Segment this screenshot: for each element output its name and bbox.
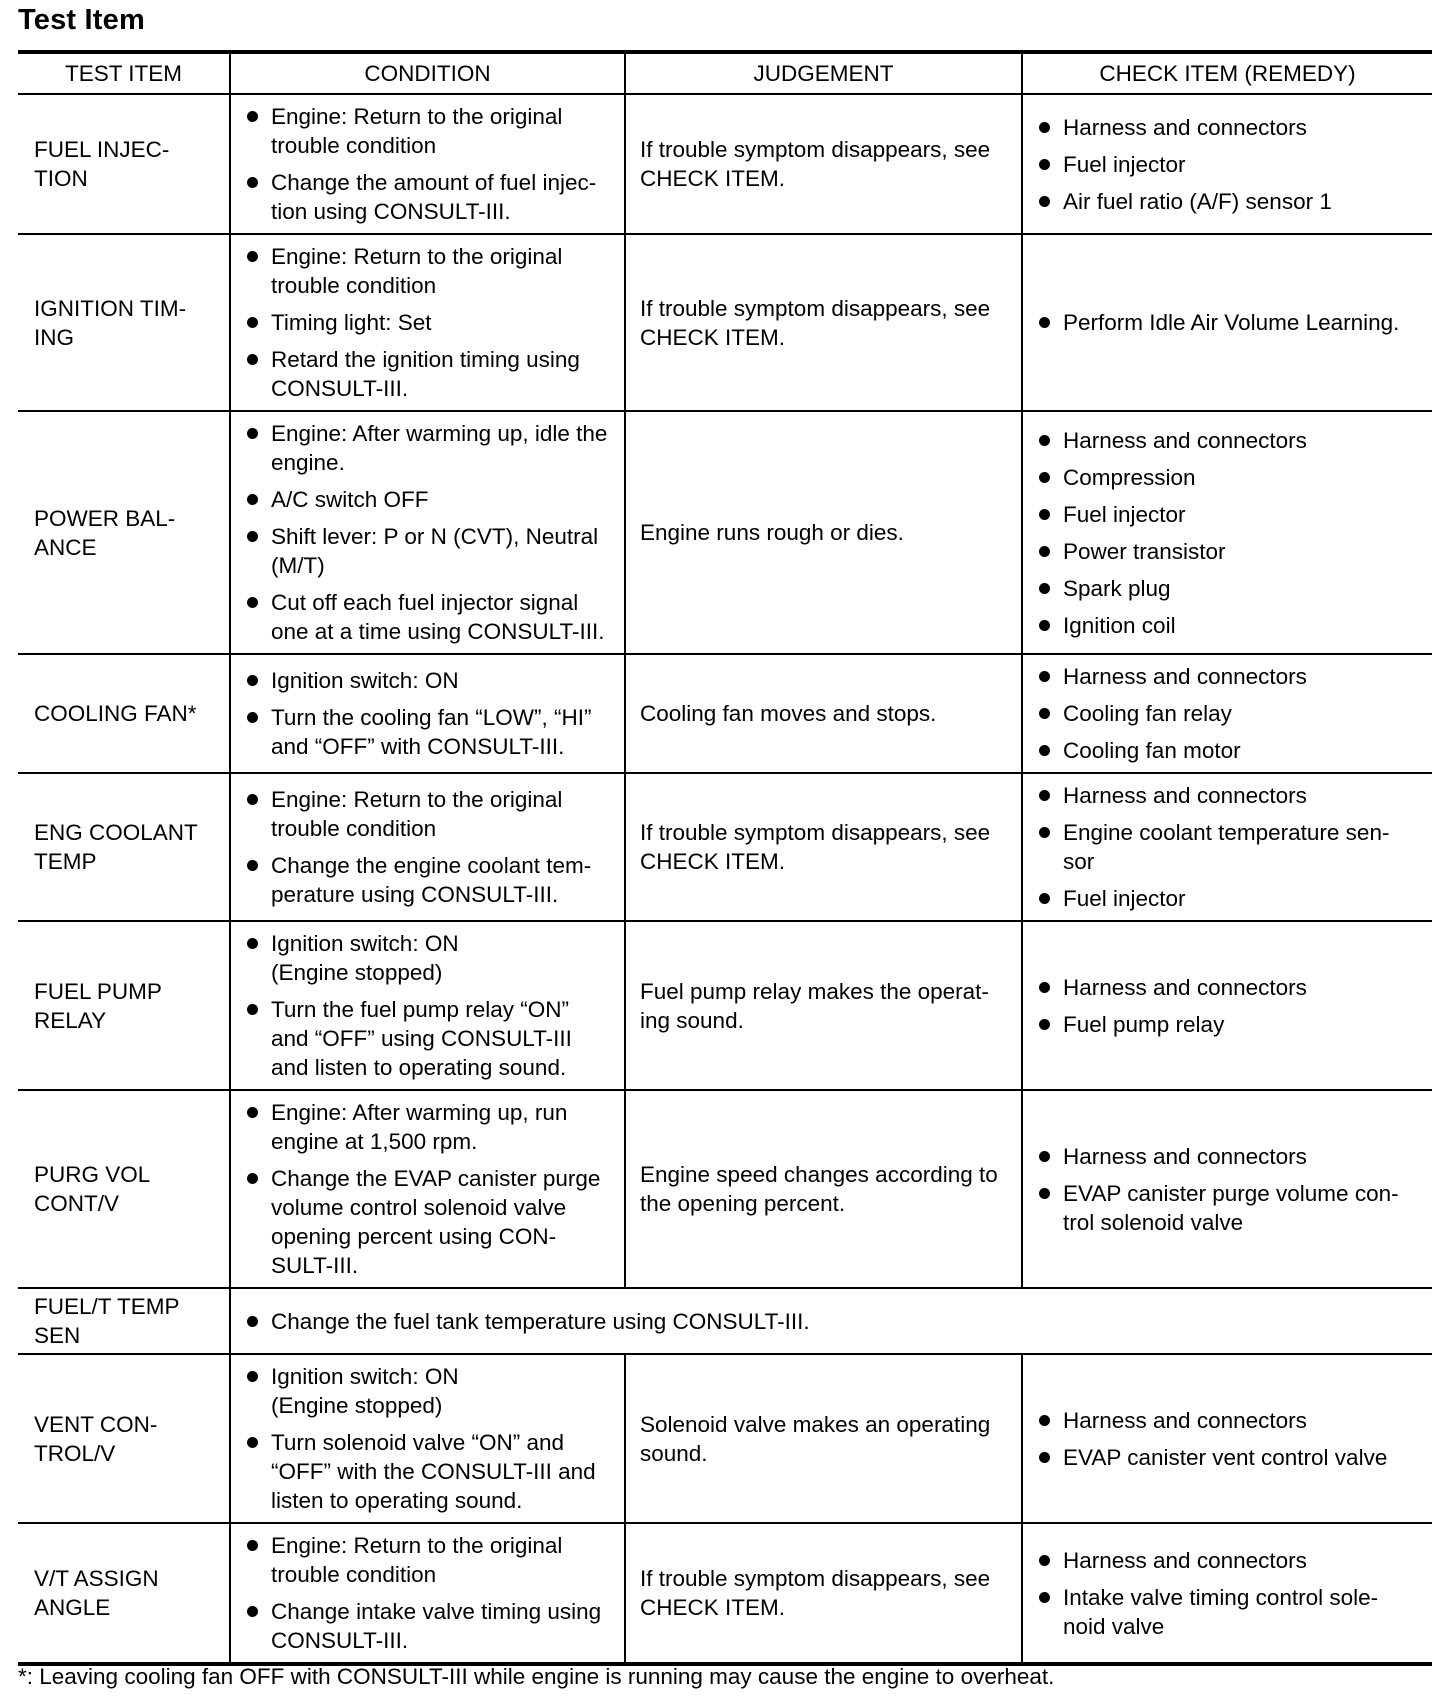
list-item-text: EVAP canister vent control valve: [1063, 1444, 1388, 1470]
judgement-cell: Engine runs rough or dies.: [625, 411, 1022, 654]
judgement-cell: Engine speed changes according to the opening percent.: [625, 1090, 1022, 1288]
list-item-text: Ignition switch: ON (Engine stopped): [271, 1364, 459, 1418]
bullet-icon: [1039, 1592, 1050, 1603]
judgement-cell: Solenoid valve makes an operating sound.: [625, 1354, 1022, 1523]
condition-list: [247, 419, 612, 646]
list-item: [1039, 1546, 1420, 1575]
list-item-text: Engine: Return to the original trouble condition: [271, 1533, 563, 1587]
list-item: [247, 168, 612, 226]
check-item-list: [1039, 113, 1420, 216]
header-check-item: CHECK ITEM (REMEDY): [1022, 52, 1432, 94]
list-item: [247, 485, 612, 514]
judgement-cell: Cooling fan moves and stops.: [625, 654, 1022, 773]
bullet-icon: [1039, 509, 1050, 520]
bullet-icon: [247, 111, 258, 122]
bullet-icon: [247, 597, 258, 608]
list-item: [1039, 736, 1420, 765]
list-item: [1039, 500, 1420, 529]
judgement-cell: If trouble symptom disappears, see CHECK ITEM.: [625, 94, 1022, 234]
bullet-icon: [1039, 671, 1050, 682]
list-item-text: Turn the cooling fan “LOW”, “HI” and “OFF” with CONSULT-III.: [271, 705, 592, 759]
list-item: [247, 851, 612, 909]
list-item-text: Harness and connectors: [1063, 974, 1307, 1000]
condition-cell: [230, 1354, 625, 1523]
check-item-cell: [1022, 411, 1432, 654]
list-item: [1039, 1010, 1420, 1039]
list-item-text: Fuel pump relay: [1063, 1011, 1225, 1037]
list-item: [1039, 662, 1420, 691]
list-item: [1039, 150, 1420, 179]
list-item: [247, 242, 612, 300]
list-item: [247, 345, 612, 403]
span-cell: [230, 1288, 1432, 1354]
bullet-icon: [247, 317, 258, 328]
bullet-icon: [247, 1173, 258, 1184]
bullet-icon: [1039, 1415, 1050, 1426]
list-item-text: Fuel injector: [1063, 151, 1186, 177]
bullet-icon: [247, 675, 258, 686]
list-item: [1039, 187, 1420, 216]
list-item-text: Ignition switch: ON: [271, 668, 459, 693]
test-item-cell: PURG VOL CONT/V: [18, 1090, 230, 1288]
bullet-icon: [1039, 620, 1050, 631]
list-item-text: Retard the ignition timing using CONSULT-III.: [271, 347, 580, 401]
table-row: [18, 234, 1432, 411]
list-item-text: Change the fuel tank temperature using CONSULT-III.: [271, 1308, 810, 1334]
bullet-icon: [1039, 790, 1050, 801]
bullet-icon: [247, 1540, 258, 1551]
list-item-text: Perform Idle Air Volume Learning.: [1063, 310, 1400, 335]
list-item: [1039, 781, 1420, 810]
bullet-icon: [247, 1316, 258, 1327]
list-item: [1039, 1142, 1420, 1171]
condition-cell: [230, 773, 625, 921]
check-item-cell: [1022, 921, 1432, 1090]
bullet-icon: [1039, 1151, 1050, 1162]
bullet-icon: [1039, 435, 1050, 446]
list-item-text: Change the amount of fuel injec-tion using CONSULT-III.: [271, 170, 597, 224]
list-item: [247, 1098, 612, 1156]
list-item-text: Engine coolant temperature sen-sor: [1063, 820, 1390, 874]
bullet-icon: [247, 1606, 258, 1617]
bullet-icon: [1039, 893, 1050, 904]
list-item-text: Change the EVAP canister purge volume control solenoid valve opening percent using CON-SULT-III.: [271, 1166, 601, 1278]
list-item: [247, 785, 612, 843]
condition-list: [247, 666, 612, 761]
list-item-text: Turn solenoid valve “ON” and “OFF” with the CONSULT-III and listen to operating sound.: [271, 1430, 596, 1513]
check-item-list: [1039, 1406, 1420, 1472]
list-item-text: Harness and connectors: [1063, 1547, 1307, 1573]
list-item: [247, 666, 612, 695]
list-item: [1039, 537, 1420, 566]
check-item-list: [1039, 1142, 1420, 1237]
list-item-text: Fuel injector: [1063, 886, 1186, 911]
condition-cell: [230, 1090, 625, 1288]
list-item: [247, 1531, 612, 1589]
check-item-cell: [1022, 1090, 1432, 1288]
bullet-icon: [247, 860, 258, 871]
list-item-text: Harness and connectors: [1063, 1407, 1307, 1433]
list-item: [1039, 884, 1420, 913]
list-item-text: Engine: After warming up, idle the engine.: [271, 421, 608, 475]
list-item-text: Change the engine coolant tem-perature using CONSULT-III.: [271, 853, 592, 907]
bullet-icon: [1039, 583, 1050, 594]
test-item-cell: FUEL/T TEMP SEN: [18, 1288, 230, 1354]
list-item: [1039, 973, 1420, 1002]
test-item-table: [18, 50, 1432, 1666]
bullet-icon: [1039, 159, 1050, 170]
check-item-list: [1039, 662, 1420, 765]
list-item-text: Cooling fan relay: [1063, 701, 1232, 726]
condition-cell: [230, 94, 625, 234]
condition-list: [247, 102, 612, 226]
condition-list: [247, 242, 612, 403]
list-item: [1039, 1583, 1420, 1641]
list-item: [1039, 113, 1420, 142]
table-row: [18, 773, 1432, 921]
test-item-cell: COOLING FAN*: [18, 654, 230, 773]
list-item: [1039, 1406, 1420, 1435]
list-item: [1039, 611, 1420, 640]
table-row: [18, 1523, 1432, 1664]
list-item: [247, 703, 612, 761]
list-item-text: Shift lever: P or N (CVT), Neutral (M/T): [271, 524, 599, 578]
list-item: [247, 308, 612, 337]
table-row: [18, 1090, 1432, 1288]
bullet-icon: [1039, 1555, 1050, 1566]
check-item-cell: [1022, 1354, 1432, 1523]
bullet-icon: [247, 712, 258, 723]
table-row: [18, 921, 1432, 1090]
bullet-icon: [247, 1107, 258, 1118]
list-item-text: Ignition switch: ON (Engine stopped): [271, 931, 459, 985]
list-item-text: Ignition coil: [1063, 612, 1176, 638]
list-item-text: Harness and connectors: [1063, 427, 1307, 453]
list-item: [1039, 1443, 1420, 1472]
bullet-icon: [247, 1437, 258, 1448]
judgement-cell: If trouble symptom disappears, see CHECK ITEM.: [625, 773, 1022, 921]
condition-cell: [230, 234, 625, 411]
bullet-icon: [247, 794, 258, 805]
list-item-text: Spark plug: [1063, 575, 1171, 601]
judgement-cell: If trouble symptom disappears, see CHECK ITEM.: [625, 234, 1022, 411]
list-item: [247, 588, 612, 646]
check-item-list: [1039, 973, 1420, 1039]
list-item-text: Cooling fan motor: [1063, 738, 1241, 763]
bullet-icon: [247, 428, 258, 439]
test-item-cell: ENG COOLANT TEMP: [18, 773, 230, 921]
list-item-text: Compression: [1063, 464, 1196, 490]
check-item-list: [1039, 781, 1420, 913]
condition-cell: [230, 1523, 625, 1664]
list-item-text: Cut off each fuel injector signal one at a time using CONSULT-III.: [271, 590, 605, 644]
list-item: [247, 929, 612, 987]
list-item: [247, 419, 612, 477]
bullet-icon: [1039, 546, 1050, 557]
table-row: [18, 1354, 1432, 1523]
table-row: [18, 1288, 1432, 1354]
list-item: [1039, 1179, 1420, 1237]
bullet-icon: [1039, 1452, 1050, 1463]
bullet-icon: [1039, 317, 1050, 328]
condition-list: [247, 1531, 612, 1655]
list-item-text: Engine: Return to the original trouble condition: [271, 104, 563, 158]
test-item-cell: POWER BAL- ANCE: [18, 411, 230, 654]
span-list: [247, 1307, 1420, 1336]
list-item-text: Harness and connectors: [1063, 114, 1307, 140]
list-item-text: Power transistor: [1063, 538, 1226, 564]
list-item: [1039, 426, 1420, 455]
condition-list: [247, 929, 612, 1082]
list-item: [247, 1164, 612, 1280]
list-item: [1039, 574, 1420, 603]
list-item: [247, 1428, 612, 1515]
table-header-row: [18, 52, 1432, 94]
list-item-text: Turn the fuel pump relay “ON” and “OFF” using CONSULT-III and listen to operating sound.: [271, 997, 572, 1080]
bullet-icon: [247, 177, 258, 188]
list-item: [247, 102, 612, 160]
bullet-icon: [1039, 472, 1050, 483]
condition-list: [247, 1098, 612, 1280]
list-item-text: A/C switch OFF: [271, 487, 429, 512]
bullet-icon: [1039, 196, 1050, 207]
list-item-text: Harness and connectors: [1063, 664, 1307, 689]
condition-cell: [230, 654, 625, 773]
list-item-text: Engine: After warming up, run engine at 1,500 rpm.: [271, 1100, 568, 1154]
condition-cell: [230, 411, 625, 654]
table-body: [18, 94, 1432, 1664]
table-row: [18, 94, 1432, 234]
table-row: [18, 654, 1432, 773]
bullet-icon: [247, 251, 258, 262]
list-item: [247, 995, 612, 1082]
page-title: Test Item: [18, 4, 145, 36]
test-item-cell: IGNITION TIM- ING: [18, 234, 230, 411]
header-judgement: JUDGEMENT: [625, 52, 1022, 94]
bullet-icon: [1039, 122, 1050, 133]
list-item-text: EVAP canister purge volume con-trol solenoid valve: [1063, 1180, 1399, 1235]
bullet-icon: [1039, 1188, 1050, 1199]
list-item: [247, 1597, 612, 1655]
list-item: [247, 522, 612, 580]
bullet-icon: [1039, 827, 1050, 838]
list-item: [247, 1362, 612, 1420]
check-item-cell: [1022, 654, 1432, 773]
list-item: [1039, 308, 1420, 337]
bullet-icon: [1039, 1019, 1050, 1030]
bullet-icon: [247, 1004, 258, 1015]
list-item-text: Intake valve timing control sole-noid valve: [1063, 1584, 1379, 1639]
list-item: [247, 1307, 1420, 1336]
judgement-cell: If trouble symptom disappears, see CHECK ITEM.: [625, 1523, 1022, 1664]
list-item-text: Harness and connectors: [1063, 783, 1307, 808]
condition-cell: [230, 921, 625, 1090]
list-item-text: Engine: Return to the original trouble condition: [271, 787, 563, 841]
check-item-list: [1039, 1546, 1420, 1641]
bullet-icon: [247, 1371, 258, 1382]
bullet-icon: [1039, 982, 1050, 993]
list-item-text: Timing light: Set: [271, 310, 432, 335]
list-item-text: Change intake valve timing using CONSULT-III.: [271, 1599, 602, 1653]
check-item-cell: [1022, 1523, 1432, 1664]
header-condition: CONDITION: [230, 52, 625, 94]
list-item-text: Engine: Return to the original trouble condition: [271, 244, 563, 298]
condition-list: [247, 785, 612, 909]
check-item-list: [1039, 308, 1420, 337]
test-item-cell: FUEL INJEC- TION: [18, 94, 230, 234]
list-item: [1039, 699, 1420, 728]
table-row: [18, 411, 1432, 654]
check-item-cell: [1022, 773, 1432, 921]
bullet-icon: [247, 354, 258, 365]
bullet-icon: [247, 494, 258, 505]
list-item: [1039, 463, 1420, 492]
test-item-cell: FUEL PUMP RELAY: [18, 921, 230, 1090]
list-item-text: Air fuel ratio (A/F) sensor 1: [1063, 188, 1332, 214]
check-item-cell: [1022, 234, 1432, 411]
judgement-cell: Fuel pump relay makes the operat-ing sound.: [625, 921, 1022, 1090]
footnote: *: Leaving cooling fan OFF with CONSULT-III while engine is running may cause the engine to overheat.: [18, 1664, 1055, 1689]
list-item: [1039, 818, 1420, 876]
bullet-icon: [247, 531, 258, 542]
list-item-text: Harness and connectors: [1063, 1143, 1307, 1169]
check-item-cell: [1022, 94, 1432, 234]
condition-list: [247, 1362, 612, 1515]
test-item-cell: V/T ASSIGN ANGLE: [18, 1523, 230, 1664]
header-test-item: TEST ITEM: [18, 52, 230, 94]
test-item-cell: VENT CON- TROL/V: [18, 1354, 230, 1523]
bullet-icon: [1039, 708, 1050, 719]
bullet-icon: [247, 938, 258, 949]
list-item-text: Fuel injector: [1063, 501, 1186, 527]
bullet-icon: [1039, 745, 1050, 756]
check-item-list: [1039, 426, 1420, 640]
